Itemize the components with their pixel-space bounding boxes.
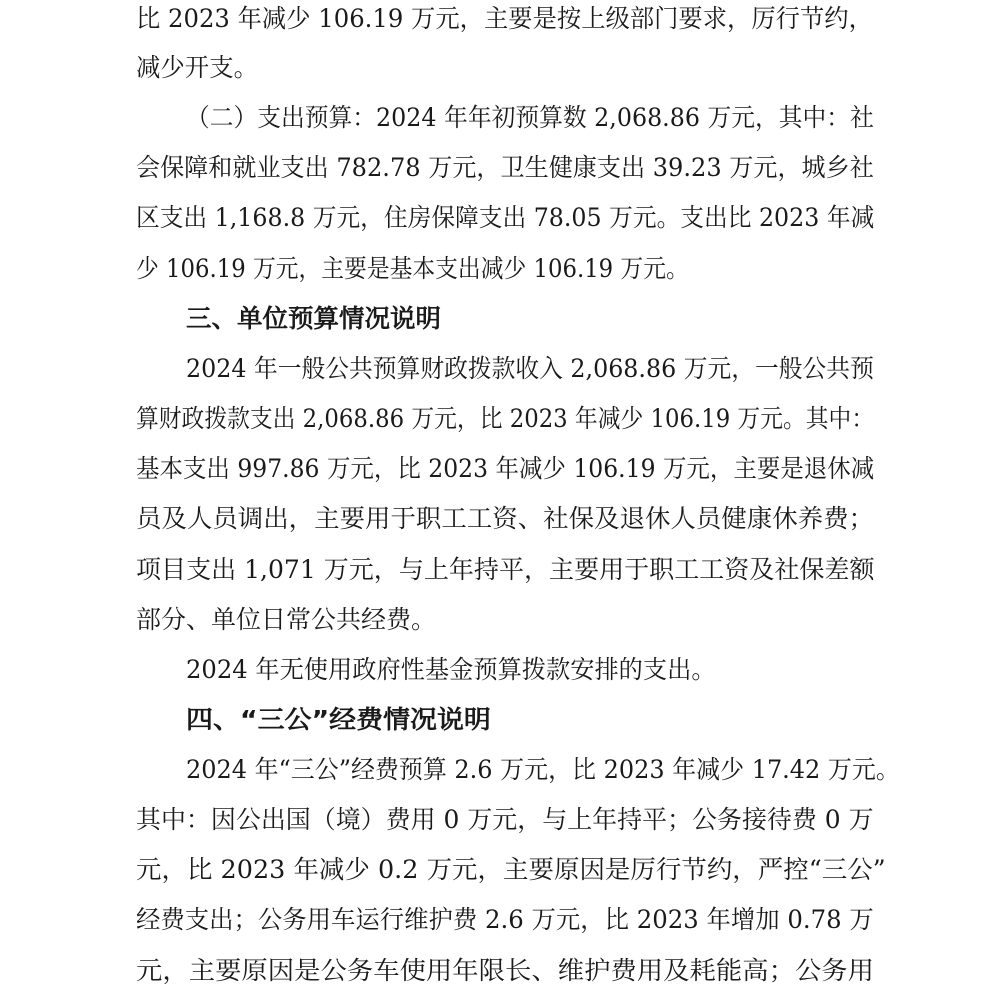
section-heading-three: 三、单位预算情况说明 bbox=[186, 304, 442, 333]
paragraph-line: 比 2023 年减少 106.19 万元，主要是按上级部门要求，厉行节约， bbox=[136, 4, 873, 33]
paragraph-line: 基本支出 997.86 万元，比 2023 年减少 106.19 万元，主要是退休减 bbox=[136, 454, 875, 483]
paragraph-line: （二）支出预算：2024 年年初预算数 2,068.86 万元，其中：社 bbox=[186, 103, 874, 132]
paragraph-line: 员及人员调出，主要用于职工工资、社保及退休人员健康休养费； bbox=[136, 504, 874, 533]
paragraph-line: 算财政拨款支出 2,068.86 万元，比 2023 年减少 106.19 万元。其中： bbox=[136, 404, 875, 433]
paragraph-line: 部分、单位日常公共经费。 bbox=[136, 605, 437, 634]
paragraph-line: 元，主要原因是公务车使用年限长、维护费用及耗能高；公务用 bbox=[136, 956, 875, 985]
paragraph-line: 区支出 1,168.8 万元，住房保障支出 78.05 万元。支出比 2023 年减 bbox=[136, 203, 875, 232]
paragraph-line: 2024 年一般公共预算财政拨款收入 2,068.86 万元，一般公共预 bbox=[186, 354, 874, 383]
paragraph-line: 项目支出 1,071 万元，与上年持平，主要用于职工工资及社保差额 bbox=[136, 555, 875, 584]
paragraph-line: 会保障和就业支出 782.78 万元，卫生健康支出 39.23 万元，城乡社 bbox=[136, 153, 874, 182]
paragraph-line: 元，比 2023 年减少 0.2 万元，主要原因是厉行节约，严控“三公” bbox=[136, 855, 886, 884]
paragraph-line: 经费支出；公务用车运行维护费 2.6 万元，比 2023 年增加 0.78 万 bbox=[136, 905, 874, 934]
paragraph-line: 减少开支。 bbox=[136, 53, 259, 82]
paragraph-line: 2024 年无使用政府性基金预算拨款安排的支出。 bbox=[186, 655, 716, 684]
paragraph-line: 其中：因公出国（境）费用 0 万元，与上年持平；公务接待费 0 万 bbox=[136, 805, 874, 834]
paragraph-line: 少 106.19 万元，主要是基本支出减少 106.19 万元。 bbox=[136, 254, 689, 283]
section-heading-four: 四、“三公”经费情况说明 bbox=[186, 705, 491, 734]
paragraph-line: 2024 年“三公”经费预算 2.6 万元，比 2023 年减少 17.42 万元。 bbox=[186, 755, 900, 784]
